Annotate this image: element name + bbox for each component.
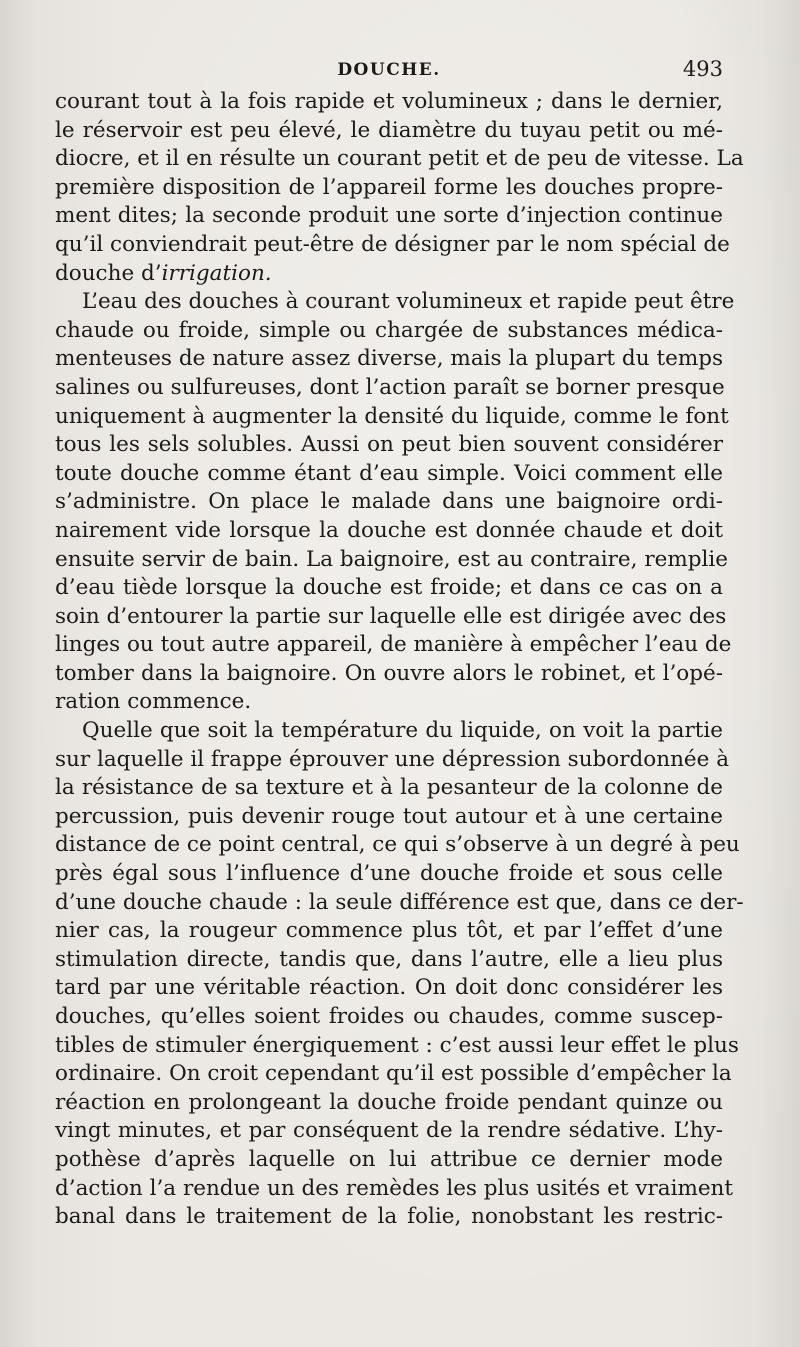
text-line: [55, 774, 723, 803]
text-line: [55, 1032, 739, 1061]
text-line-content: L’eau des douches à courant volumineux et rapide peut être: [82, 289, 735, 315]
text-line: [55, 946, 723, 975]
text-line-content: soin d’entourer la partie sur laquelle elle est dirigée avec des: [55, 603, 727, 629]
text-line-content: uniquement à augmenter la densité du liquide, comme le font: [55, 403, 729, 429]
text-line-content: le réservoir est peu élevé, le diamètre du tuyau petit ou mé-: [55, 117, 723, 143]
text-line: [55, 631, 732, 660]
text-line-content: d’action l’a rendue un des remèdes les plus usités et vraiment: [55, 1175, 734, 1201]
text-line: [55, 88, 723, 117]
text-line-content: nier cas, la rougeur commence plus tôt, et par l’effet d’une: [55, 918, 723, 944]
text-line: [55, 546, 728, 575]
text-line: [55, 860, 723, 889]
text-line: [55, 917, 723, 946]
text-line-content: ment dites; la seconde produit une sorte d’injection continue: [55, 203, 723, 229]
running-head-title: DOUCHE.: [337, 60, 441, 80]
text-line-content: pothèse d’après laquelle on lui attribue ce dernier mode: [55, 1146, 723, 1172]
text-line: [55, 1089, 723, 1118]
text-line-content: qu’il conviendrait peut-être de désigner par le nom spécial de: [55, 231, 730, 257]
text-line-content: toute douche comme étant d’eau simple. Voici comment elle: [55, 460, 723, 486]
text-line: [55, 1060, 732, 1089]
text-line: [55, 174, 723, 203]
italic-term: irrigation.: [161, 260, 272, 286]
text-line: [55, 231, 730, 260]
text-line-content: chaude ou froide, simple ou chargée de substances médica-: [55, 317, 723, 343]
text-line: [55, 260, 723, 289]
text-line-content: d’une douche chaude : la seule différence est que, dans ce der-: [55, 889, 744, 915]
text-line: [55, 317, 723, 346]
text-line-content: diocre, et il en résulte un courant petit et de peu de vitesse. La: [55, 146, 744, 172]
text-line-content: douches, qu’elles soient froides ou chaudes, comme suscep-: [55, 1004, 723, 1029]
text-line-content: près égal sous l’influence d’une douche froide et sous celle: [55, 861, 723, 887]
text-line-content: s’administre. On place le malade dans une baignoire ordi-: [55, 489, 723, 515]
text-line-content: stimulation directe, tandis que, dans l’autre, elle a lieu plus: [55, 946, 723, 972]
text-line: [55, 117, 723, 146]
text-line-content: distance de ce point central, ce qui s’observe à un degré à peu: [55, 832, 740, 858]
page-number: 493: [682, 57, 723, 81]
text-line-content: réaction en prolongeant la douche froide pendant quinze ou: [55, 1089, 723, 1115]
text-line-content: banal dans le traitement de la folie, nonobstant les restric-: [55, 1204, 723, 1230]
text-line-content: nairement vide lorsque la douche est donnée chaude et doit: [55, 517, 723, 543]
text-line-content: douche d’: [55, 260, 162, 286]
text-line: [55, 460, 723, 489]
text-line: [55, 1203, 723, 1232]
text-line: [55, 202, 723, 231]
text-line: [55, 1117, 723, 1146]
text-line: [55, 488, 723, 517]
text-line-content: ensuite servir de bain. La baignoire, est au contraire, remplie: [55, 546, 728, 572]
text-line-content: menteuses de nature assez diverse, mais la plupart du temps: [55, 346, 723, 372]
text-line-content: tibles de stimuler énergiquement : c’est aussi leur effet le plus: [55, 1032, 739, 1058]
text-line: [55, 431, 723, 460]
text-line: [55, 688, 723, 717]
text-line: [55, 345, 723, 374]
text-line-content: ration commence.: [55, 689, 252, 715]
text-line: [55, 803, 723, 832]
text-line: [55, 145, 744, 174]
text-line: [55, 831, 740, 860]
text-line: [55, 660, 723, 689]
text-line: [55, 974, 723, 1003]
text-line-content: Quelle que soit la température du liquide, on voit la partie: [82, 718, 723, 744]
text-line: [55, 288, 735, 317]
body-text: [55, 88, 744, 1232]
text-line: [55, 517, 723, 546]
text-line: [55, 1003, 723, 1032]
text-line: [55, 1146, 723, 1175]
text-line-content: vingt minutes, et par conséquent de la rendre sédative. L’hy-: [55, 1118, 723, 1144]
text-line-content: percussion, puis devenir rouge tout autour et à une certaine: [55, 803, 723, 829]
text-line-content: tard par une véritable réaction. On doit donc considérer les: [55, 975, 723, 1001]
text-line-content: tous les sels solubles. Aussi on peut bien souvent considérer: [55, 432, 723, 458]
text-line: [55, 717, 723, 746]
text-line: [55, 603, 727, 632]
text-line-content: tomber dans la baignoire. On ouvre alors le robinet, et l’opé-: [55, 660, 723, 686]
text-line: [55, 374, 723, 403]
text-line-content: ordinaire. On croit cependant qu’il est possible d’empêcher la: [55, 1061, 732, 1087]
text-line-content: courant tout à la fois rapide et volumineux ; dans le dernier,: [55, 89, 723, 114]
text-line-content: la résistance de sa texture et à la pesanteur de la colonne de: [55, 775, 723, 801]
text-line-content: première disposition de l’appareil forme les douches propre-: [55, 174, 723, 200]
running-head: [55, 57, 723, 90]
text-line: [55, 889, 744, 918]
text-line-content: linges ou tout autre appareil, de manière à empêcher l’eau de: [55, 632, 732, 658]
text-line: [55, 746, 730, 775]
text-line: [55, 403, 729, 432]
text-line-content: sur laquelle il frappe éprouver une dépression subordonnée à: [55, 746, 730, 772]
text-line: [55, 574, 723, 603]
text-line-content: d’eau tiède lorsque la douche est froide; et dans ce cas on a: [55, 575, 723, 601]
text-line: [55, 1175, 734, 1204]
text-line-content: salines ou sulfureuses, dont l’action paraît se borner presque: [55, 374, 725, 400]
